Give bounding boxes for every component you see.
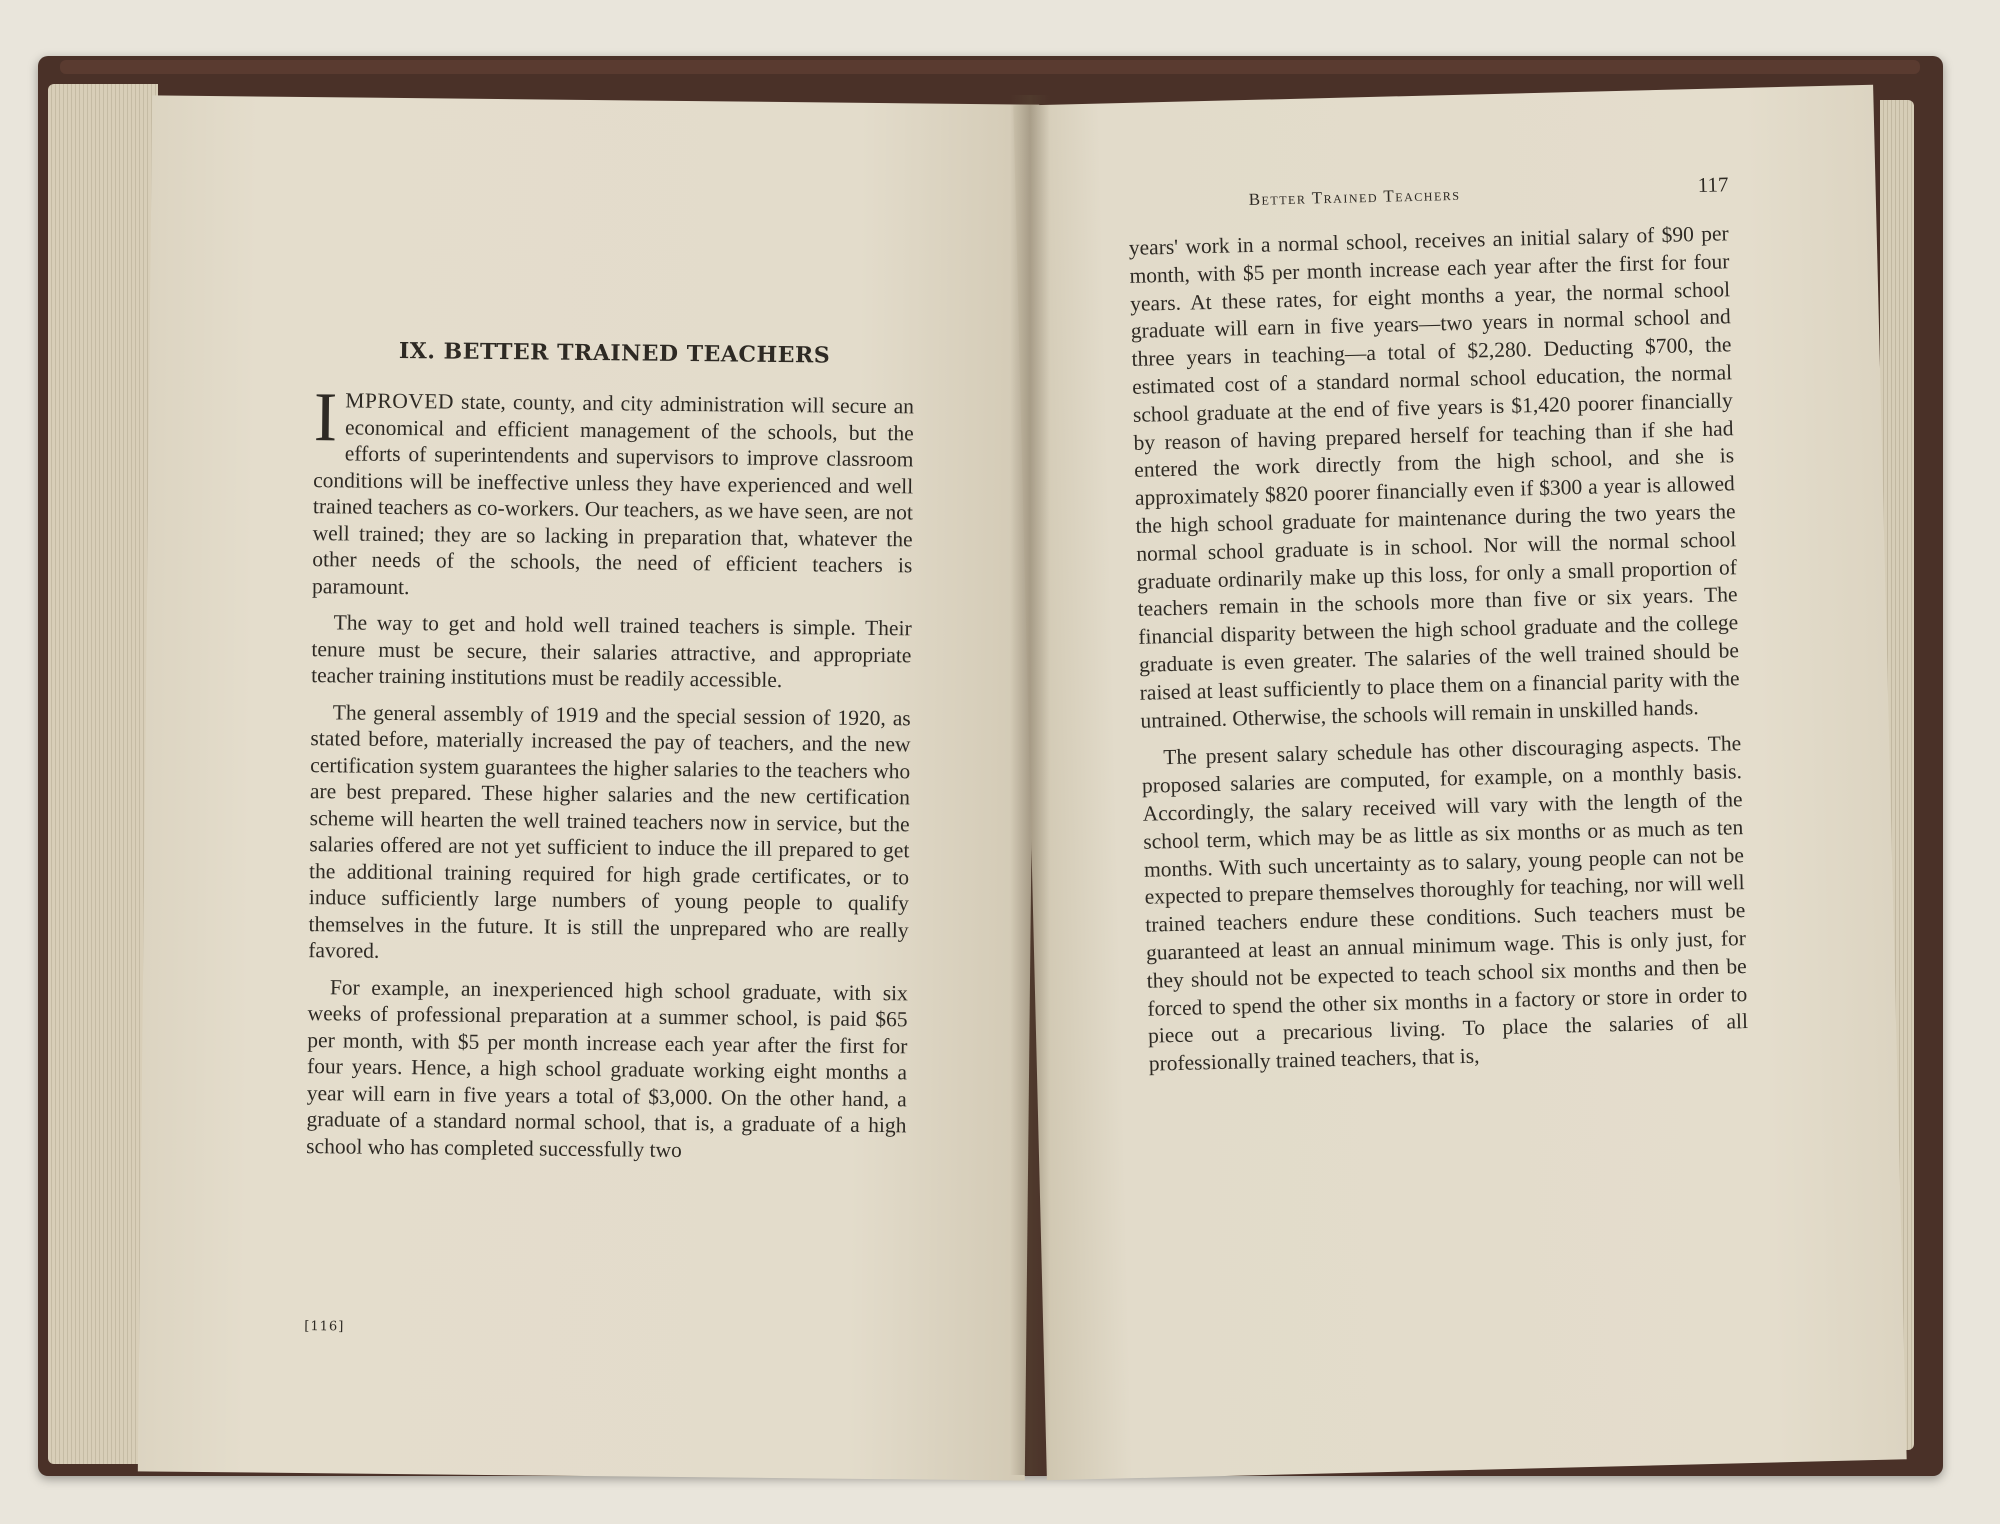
paragraph: For example, an inexperienced high school graduate, with six weeks of professional preparation at a summer school, is paid $65 per month, with $5 per month increase each year after the first for four years. Hence, a high school graduate working eight months a year will earn in five years a total of $3,000. On the other hand, a graduate of a standard normal school, that is, a graduate of a high school who has completed successfully two xyxy=(306,974,908,1162)
running-head: Better Trained Teachers xyxy=(1248,184,1461,209)
right-page xyxy=(1013,85,1906,1481)
paragraph: years' work in a normal school, receives an initial salary of $90 per month, with $5 per month increase each year after the first for four years. At these rates, for eight months a year, the normal school graduate will earn in five years—two years in normal school and three years in teaching—a total of $2,280. Deducting $700, the estimated cost of a standard normal school education, the normal school graduate at the end of five years is $1,420 poorer financially by reason of having prepared herself for teaching than if she had entered the work directly from the high school, and she is approximately $820 poorer financially even if $300 a year is allowed the high school graduate for maintenance during the two years the normal school graduate is in school. Nor will the normal school graduate ordinarily make up this loss, for only a small proportion of teachers remain in the schools more than five or six years. The financial disparity between the high school graduate and the college graduate is even greater. The salaries of the well trained should be raised at least sufficiently to place them on a financial parity with the untrained. Otherwise, the schools will remain in unskilled hands. xyxy=(1128,221,1740,733)
opening-paragraph xyxy=(311,379,915,605)
chapter-title: IX. BETTER TRAINED TEACHERS xyxy=(398,337,831,369)
paragraph: The general assembly of 1919 and the special session of 1920, as stated before, materially increased the pay of teachers, and the new certification system guarantees the higher salaries to the teachers who are best prepared. These higher salaries and the new certification scheme will hearten the well trained teachers now in service, but the salaries offered are not yet sufficient to induce the ill prepared to get the additional training required for high grade certificates, or to induce sufficiently large numbers of young people to qualify themselves in the future. It is still the unprepared who are really favored. xyxy=(308,699,911,963)
left-page-text xyxy=(306,337,915,1175)
right-page-header xyxy=(1128,170,1729,215)
opening-word: MPROVED xyxy=(345,388,455,414)
opening-paragraph-text: state, county, and city administration will secure an economical and efficient management of the schools, but the efforts of superintendents and supervisors to improve classroom conditions will be ineffective unless they have experienced and well trained teachers as co-workers. Our teachers, as we have seen, are not well trained; they are so lacking in preparation that, whatever the other needs of the schools, the need of efficient teachers is paramount. xyxy=(311,389,915,599)
book-gutter xyxy=(1010,95,1050,1475)
drop-cap: I xyxy=(313,379,338,457)
right-page-text xyxy=(1129,220,1750,1088)
folio-page-number: [116] xyxy=(304,1319,345,1335)
cover-top-edge xyxy=(60,60,1920,74)
paragraph: The way to get and hold well trained teachers is simple. Their tenure must be secure, their salaries attractive, and appropriate teacher training institutions must be readily accessible. xyxy=(311,610,912,693)
paragraph: The present salary schedule has other discouraging aspects. The proposed salaries are computed, for example, on a monthly basis. Accordingly, the salary received will vary with the length of the school term, which may be as little as six months or as much as ten months. With such uncertainty as to salary, young people can not be expected to prepare themselves thoroughly for teaching, nor will well trained teachers endure these conditions. Such teachers must be guaranteed at least an annual minimum wage. This is only just, for they should not be expected to teach school six months and then be forced to spend the other six months in a factory or store in order to piece out a precarious living. To place the salaries of all professionally trained teachers, that is, xyxy=(1141,731,1749,1076)
page-number: 117 xyxy=(1697,172,1729,198)
left-page xyxy=(138,95,1039,1480)
